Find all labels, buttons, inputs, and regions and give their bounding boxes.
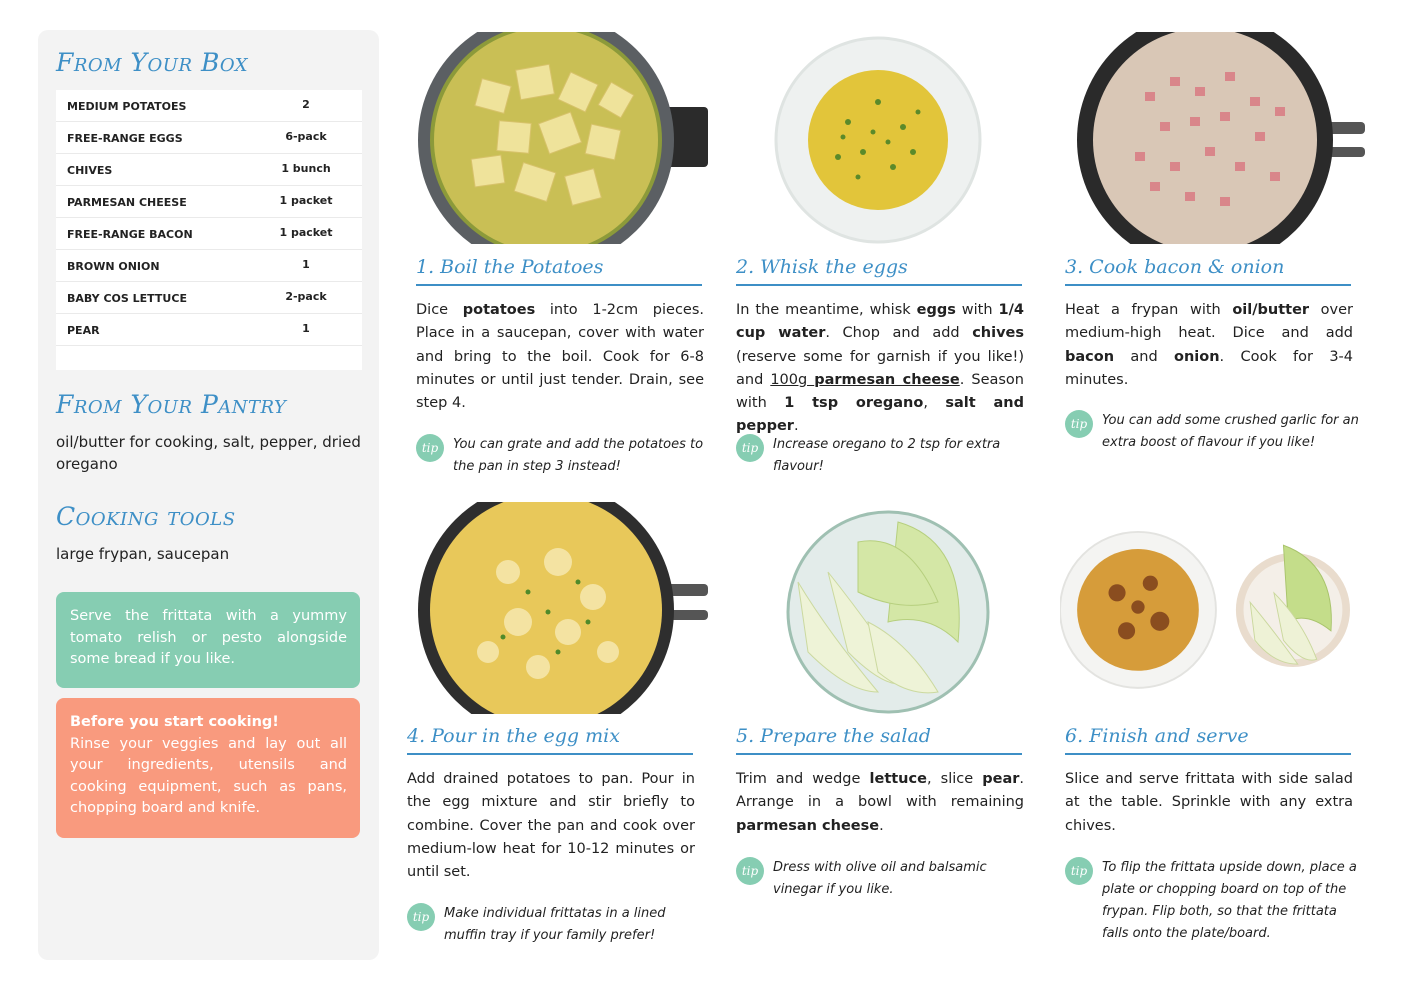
tip-badge: tip xyxy=(736,434,764,462)
ingredient-row: MEDIUM POTATOES 2 xyxy=(56,90,362,122)
bold-ingredient: eggs xyxy=(916,302,956,318)
step-text-segment: 100g xyxy=(770,371,815,388)
finished-frittata-photo xyxy=(1060,502,1350,714)
bold-ingredient: oil/butter xyxy=(1232,302,1310,318)
tip-badge: tip xyxy=(407,903,435,931)
bold-ingredient: potatoes xyxy=(462,302,536,318)
tip-badge: tip xyxy=(416,434,444,462)
potatoes-pot-photo xyxy=(418,32,708,244)
step-text-segment: (reserve some for garnish if you like!) and xyxy=(736,348,1024,388)
bold-ingredient: lettuce xyxy=(869,771,927,787)
step-text-segment: Dice xyxy=(416,302,463,318)
step-text-segment: . Season with xyxy=(736,371,1024,412)
step-4-text xyxy=(407,768,695,884)
from-your-box-heading: From Your Box xyxy=(56,48,249,77)
step-2-text xyxy=(736,299,1024,439)
before-cooking-box xyxy=(56,698,360,838)
bold-ingredient: 1 tsp oregano xyxy=(784,395,924,412)
step-text-segment: Heat a frypan with xyxy=(1065,302,1233,318)
pantry-text: oil/butter for cooking, salt, pepper, dried oregano xyxy=(56,433,361,473)
step-3-tip-text: You can add some crushed garlic for an extra boost of flavour if you like! xyxy=(1102,413,1359,450)
before-cooking-text: Rinse your veggies and lay out all your ingredients, utensils and cooking equipment, such as pans, chopping board and knife. xyxy=(70,735,347,816)
step-6-title: 6. Finish and serve xyxy=(1065,725,1351,755)
step-2-tip-text: Increase oregano to 2 tsp for extra flavour! xyxy=(773,437,1001,474)
step-4-tip xyxy=(407,903,707,963)
serve-suggestion-box xyxy=(56,592,360,688)
step-5-tip xyxy=(736,857,1036,917)
step-text-segment: . Cook for 3-4 minutes. xyxy=(1065,348,1353,388)
step-text-segment: . Chop and add xyxy=(825,325,973,342)
bold-ingredient: parmesan cheese xyxy=(814,371,960,388)
sidebar xyxy=(38,30,379,960)
step-text-segment: . Arrange in a bowl with remaining xyxy=(736,771,1024,811)
before-cooking-title: Before you start cooking! xyxy=(70,714,279,730)
tip-badge: tip xyxy=(1065,857,1093,885)
ingredient-row: PEAR 1 xyxy=(56,314,362,346)
bold-ingredient: pear xyxy=(982,771,1020,787)
step-1-tip xyxy=(416,434,716,494)
ingredient-row: PARMESAN CHEESE 1 packet xyxy=(56,186,362,218)
step-4-tip-text: Make individual frittatas in a lined muffin tray if your family prefer! xyxy=(444,906,666,943)
bold-ingredient: 1/4 cup water xyxy=(736,302,1025,342)
step-text-segment: . xyxy=(793,418,799,435)
step-6-text xyxy=(1065,768,1353,838)
ingredient-row: CHIVES 1 bunch xyxy=(56,154,362,186)
step-2-title: 2. Whisk the eggs xyxy=(736,256,1022,286)
step-text-segment: , slice xyxy=(926,771,983,787)
step-text-segment: Slice and serve frittata with side salad at the table. Sprinkle with any extra chives. xyxy=(1065,771,1353,834)
step-1-title: 1. Boil the Potatoes xyxy=(416,256,702,286)
ingredient-row: BROWN ONION 1 xyxy=(56,250,362,282)
step-text-segment: with xyxy=(955,302,999,318)
step-3-tip xyxy=(1065,410,1365,470)
ingredients-table xyxy=(56,90,362,370)
step-text-segment: into 1-2cm pieces. Place in a saucepan, cover with water and bring to the boil. Cook for 6-8 minutes or until just tender. Drain, see step 4. xyxy=(416,302,705,412)
step-1-tip-text: You can grate and add the potatoes to the pan in step 3 instead! xyxy=(453,437,704,474)
step-text-segment: Trim and wedge xyxy=(736,771,870,787)
bold-ingredient: parmesan cheese xyxy=(736,817,880,834)
from-your-pantry-heading: From Your Pantry xyxy=(56,390,287,419)
bacon-onion-photo xyxy=(1075,32,1365,244)
tip-badge: tip xyxy=(736,857,764,885)
bold-ingredient: onion xyxy=(1173,348,1220,365)
bold-ingredient: bacon xyxy=(1065,348,1115,365)
step-6-tip xyxy=(1065,857,1365,953)
bold-ingredient: salt and pepper xyxy=(736,395,1025,435)
step-5-tip-text: Dress with olive oil and balsamic vinegar if you like. xyxy=(773,860,987,897)
step-text-segment: , xyxy=(923,395,946,412)
bold-ingredient: chives xyxy=(972,325,1024,342)
tools-text: large frypan, saucepan xyxy=(56,545,230,563)
step-text-segment: over medium-high heat. Dice and add xyxy=(1065,302,1353,342)
step-5-text xyxy=(736,768,1024,838)
cooking-tools-heading: Cooking tools xyxy=(56,502,236,531)
step-3-text xyxy=(1065,299,1353,392)
tip-badge: tip xyxy=(1065,410,1093,438)
ingredient-row: FREE-RANGE EGGS 6-pack xyxy=(56,122,362,154)
whisked-eggs-photo xyxy=(738,32,1028,244)
ingredient-row: FREE-RANGE BACON 1 packet xyxy=(56,218,362,250)
frittata-pan-photo xyxy=(418,502,708,714)
step-2-tip xyxy=(736,434,1036,494)
step-5-title: 5. Prepare the salad xyxy=(736,725,1022,755)
salad-photo xyxy=(738,502,1028,714)
step-text-segment: . xyxy=(879,817,884,834)
step-6-tip-text: To flip the frittata upside down, place a plate or chopping board on top of the frypan. Flip both, so that the frittata falls onto the plate/board. xyxy=(1102,860,1357,941)
step-4-title: 4. Pour in the egg mix xyxy=(407,725,693,755)
step-text-segment: In the meantime, whisk xyxy=(736,302,917,318)
step-3-title: 3. Cook bacon & onion xyxy=(1065,256,1351,286)
step-1-text xyxy=(416,299,704,415)
ingredient-row: BABY COS LETTUCE 2-pack xyxy=(56,282,362,314)
step-text-segment: Add drained potatoes to pan. Pour in the egg mixture and stir briefly to combine. Cover the pan and cook over medium-low heat for 10-12 minutes or until set. xyxy=(407,771,695,881)
serve-text: Serve the frittata with a yummy tomato relish or pesto alongside some bread if you like. xyxy=(70,608,347,667)
step-text-segment: and xyxy=(1114,348,1174,365)
